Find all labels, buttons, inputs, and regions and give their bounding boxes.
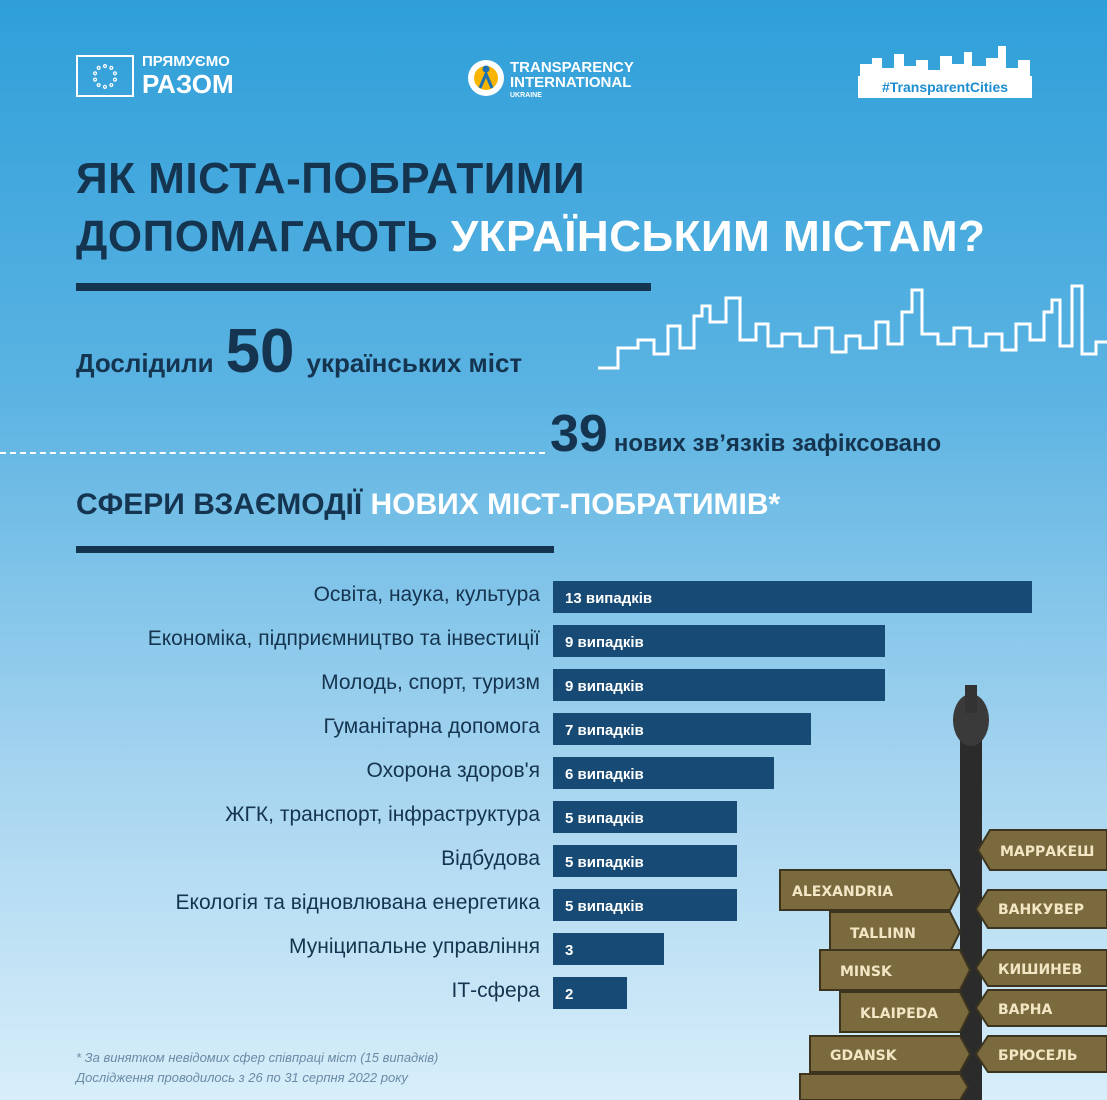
sign-text-3: TALLINN bbox=[850, 926, 916, 942]
title-underline bbox=[76, 283, 651, 291]
bar-value-label: 3 bbox=[565, 942, 574, 959]
bar-value-label: 13 випадків bbox=[565, 590, 653, 607]
ti-logo-text bbox=[510, 60, 634, 99]
chart-row bbox=[0, 663, 1107, 707]
footnote-line2: Дослідження проводилось з 26 по 31 серпня 2022 року bbox=[76, 1070, 408, 1085]
bar-value-label: 5 випадків bbox=[565, 810, 644, 827]
studied-prefix: Дослідили bbox=[76, 348, 214, 378]
footnote-line1: * За винятком невідомих сфер співпраці міст (15 випадків) bbox=[76, 1050, 439, 1065]
sign-text-9: GDANSK bbox=[830, 1048, 897, 1064]
eu-logo-text bbox=[142, 54, 234, 97]
bar-value-label: 9 випадків bbox=[565, 634, 644, 651]
dashed-divider bbox=[0, 452, 545, 454]
transparent-cities-tag: #TransparentCities bbox=[858, 76, 1032, 98]
category-label: Муніципальне управління bbox=[289, 935, 540, 958]
chart-row bbox=[0, 795, 1107, 839]
eu-logo-line2: РАЗОМ bbox=[142, 69, 234, 99]
sign-text-5: MINSK bbox=[840, 964, 892, 980]
sign-text-8: ВАРНА bbox=[998, 1002, 1053, 1018]
bar-value-label: 9 випадків bbox=[565, 678, 644, 695]
eu-logo-line1: ПРЯМУЄМО bbox=[142, 53, 230, 70]
studied-cities-stat bbox=[76, 316, 522, 387]
chart-row bbox=[0, 927, 1107, 971]
category-label: Екологія та відновлювана енергетика bbox=[175, 891, 540, 914]
title-line1: ЯК МІСТА-ПОБРАТИМИ bbox=[76, 154, 586, 203]
sign-text-4: ВАНКУВЕР bbox=[998, 902, 1084, 918]
category-label: Охорона здоров'я bbox=[366, 759, 540, 782]
eu-stars-icon bbox=[78, 57, 132, 95]
chart-row bbox=[0, 971, 1107, 1015]
chart-row bbox=[0, 883, 1107, 927]
new-links-number: 39 bbox=[550, 405, 608, 463]
title-line2 bbox=[76, 208, 985, 266]
eu-flag-logo bbox=[76, 55, 134, 97]
page-title bbox=[76, 150, 985, 266]
category-label: ЖГК, транспорт, інфраструктура bbox=[225, 803, 540, 826]
category-label: Молодь, спорт, туризм bbox=[321, 671, 540, 694]
new-links-text: нових зв’язків зафіксовано bbox=[613, 430, 942, 457]
sign-text-10: БРЮСЕЛЬ bbox=[998, 1048, 1078, 1064]
transparency-international-icon bbox=[466, 58, 506, 98]
chart-row bbox=[0, 575, 1107, 619]
sign-text-1: МАРРАКЕШ bbox=[1000, 844, 1095, 860]
ti-logo-line2: INTERNATIONAL bbox=[510, 74, 632, 91]
category-label: ІТ-сфера bbox=[451, 979, 540, 1002]
sign-text-2: ALEXANDRIA bbox=[792, 884, 894, 900]
chart-row bbox=[0, 619, 1107, 663]
new-links-stat bbox=[550, 404, 941, 464]
chart-row bbox=[0, 751, 1107, 795]
studied-number: 50 bbox=[225, 317, 295, 386]
category-label: Економіка, підприємництво та інвестиції bbox=[147, 627, 540, 650]
title-line2-dark: ДОПОМАГАЮТЬ bbox=[76, 212, 451, 261]
ti-logo-line1: TRANSPARENCY bbox=[510, 59, 634, 76]
chart-row bbox=[0, 839, 1107, 883]
chart-row bbox=[0, 707, 1107, 751]
category-label: Відбудова bbox=[441, 847, 540, 870]
bar-value-label: 2 bbox=[565, 986, 574, 1003]
section-underline bbox=[76, 546, 554, 553]
city-skyline-outline-icon bbox=[598, 282, 1107, 374]
section-title bbox=[76, 488, 780, 522]
studied-suffix: українських міст bbox=[306, 348, 523, 378]
bar-chart bbox=[0, 575, 1107, 1025]
ti-logo-line3: UKRAINE bbox=[510, 92, 542, 99]
sign-text-7: KLAIPEDA bbox=[860, 1006, 939, 1022]
section-title-light: НОВИХ МІСТ-ПОБРАТИМІВ* bbox=[370, 488, 781, 521]
bar-value-label: 7 випадків bbox=[565, 722, 644, 739]
bar-value-label: 5 випадків bbox=[565, 854, 644, 871]
bar-value-label: 6 випадків bbox=[565, 766, 644, 783]
category-label: Гуманітарна допомога bbox=[323, 715, 540, 738]
sign-text-6: КИШИНЕВ bbox=[998, 962, 1083, 978]
section-title-dark: СФЕРИ ВЗАЄМОДІЇ bbox=[76, 488, 371, 521]
title-line2-light: УКРАЇНСЬКИМ МІСТАМ? bbox=[450, 212, 986, 261]
bar-value-label: 5 випадків bbox=[565, 898, 644, 915]
category-label: Освіта, наука, культура bbox=[313, 583, 540, 606]
